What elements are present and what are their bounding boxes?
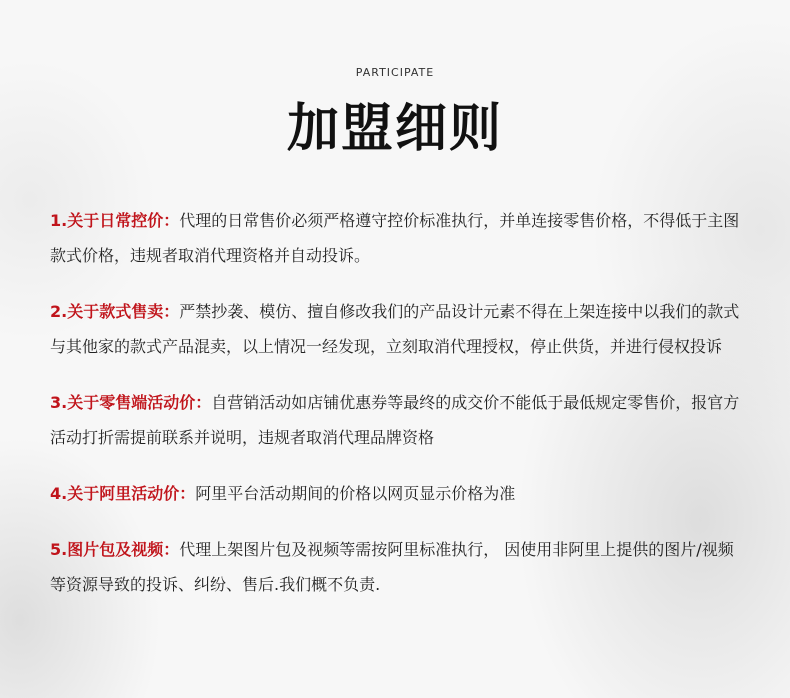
page-title: 加盟细则 [286, 99, 503, 159]
rule-item-ali-promo [50, 476, 742, 511]
rule-item-daily-price [50, 203, 742, 273]
rule-label: 4.关于阿里活动价： [50, 484, 196, 503]
rule-label: 5.图片包及视频： [50, 540, 180, 559]
rule-item-images-videos [50, 532, 742, 602]
rule-text: 自营销活动如店铺优惠券等最终的成交价不能低于最低规定零售价，报官方活动打折需提前联系并说明，违规者取消代理品牌资格 [50, 393, 740, 447]
rule-label: 3.关于零售端活动价： [50, 393, 212, 412]
page-subtitle: PARTICIPATE [355, 66, 435, 79]
rule-text: 代理上架图片包及视频等需按阿里标准执行， 因使用非阿里上提供的图片/视频等资源导致的投诉、纠纷、售后.我们概不负责. [50, 540, 734, 594]
rules-list [50, 203, 742, 623]
rule-text: 严禁抄袭、模仿、擅自修改我们的产品设计元素不得在上架连接中以我们的款式与其他家的款式产品混卖，以上情况一经发现，立刻取消代理授权，停止供货，并进行侵权投诉 [50, 302, 740, 356]
rule-text: 代理的日常售价必须严格遵守控价标准执行，并单连接零售价格，不得低于主图款式价格，违规者取消代理资格并自动投诉。 [50, 211, 740, 265]
rule-label: 2.关于款式售卖： [50, 302, 180, 321]
rule-item-style-sales [50, 294, 742, 364]
rule-text: 阿里平台活动期间的价格以网页显示价格为准 [195, 484, 516, 503]
rule-label: 1.关于日常控价： [50, 211, 180, 230]
rule-item-retail-promo [50, 385, 742, 455]
